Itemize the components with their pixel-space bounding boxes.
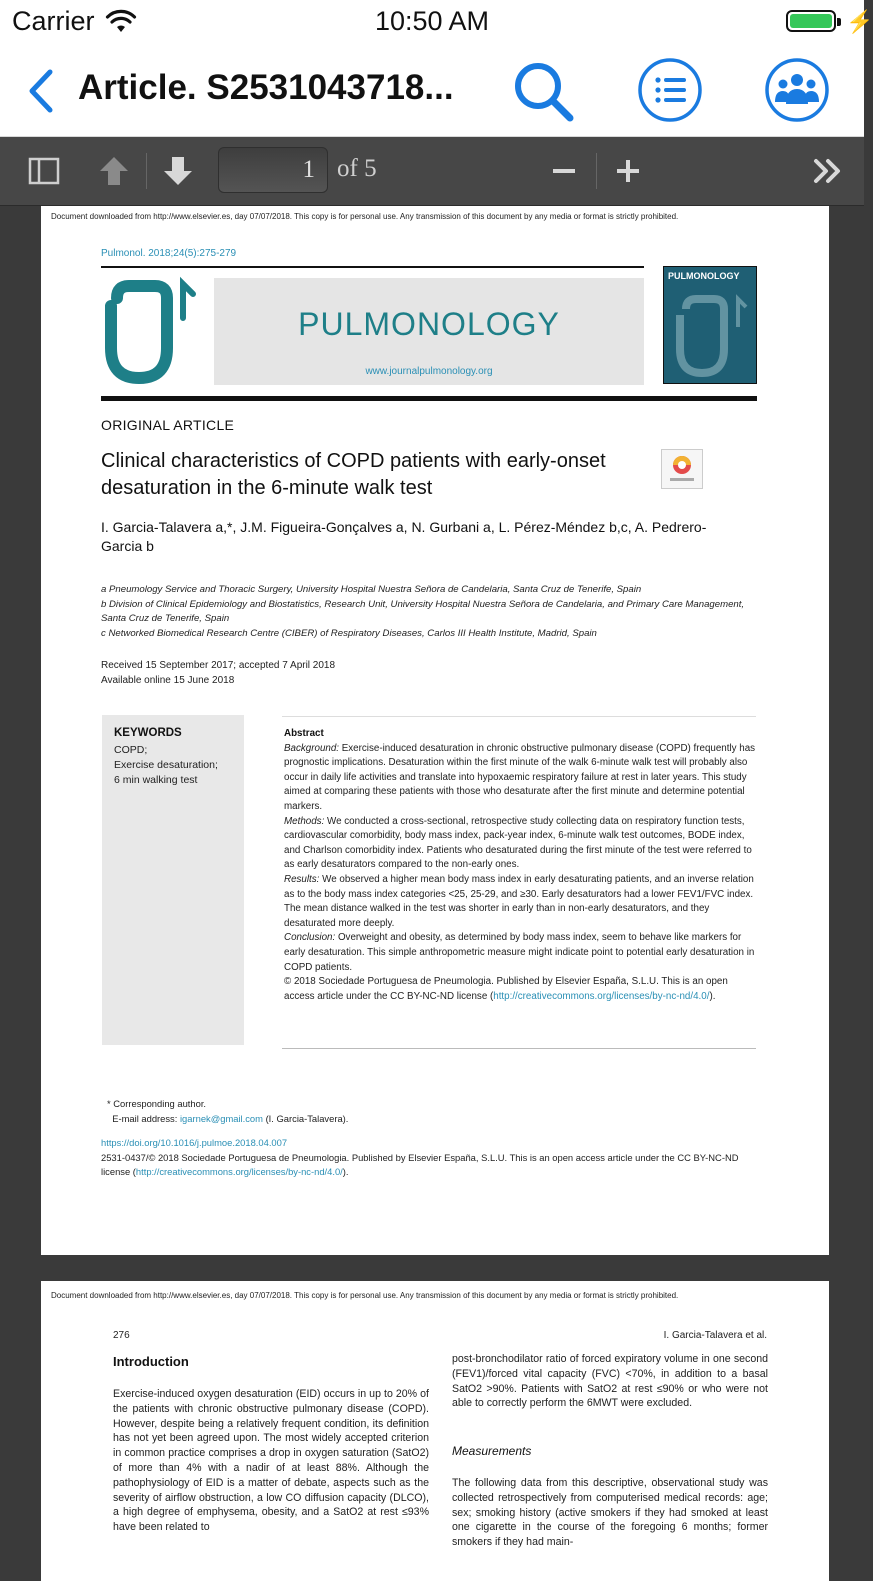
pdf-toolbar — [0, 137, 864, 206]
introduction-text: Exercise-induced oxygen desaturation (EID) occurs in up to 20% of the patients with chronic obstructive pulmonary disease (COPD). However, despite being a relatively frequent condition, its definition has not yet been agreed upon. The most widely accepted criterion in common practice comprises a drop in oxygen saturation (SatO2) of more than 4% with a nadir of at least 88%. Although the pathophysiology of EID is a matter of debate, aspects such as the severity of airflow obstruction, a low CO diffusion capacity (DLCO), a high degree of emphysema, obesity, and a SatO2 at rest ≤93% have been related to — [113, 1388, 429, 1534]
pdf-page-2 — [41, 1281, 829, 1581]
abstract-conclusion — [284, 931, 758, 975]
cover-logo-icon — [674, 293, 752, 379]
measurements-text: The following data from this descriptive, observational study was collected retrospectively from computerised medical records: age; sex; smoking history (active smokers if they had smoked at least one cigarette in the course of the foregoing 6 months; former smokers if they had main- — [452, 1477, 768, 1549]
running-head: I. Garcia-Talavera et al. — [663, 1330, 767, 1341]
page-number: 276 — [113, 1330, 130, 1341]
doi-block: https://doi.org/10.1016/j.pulmoe.2018.04.007 2531-0437/© 2018 Sociedade Portuguesa de Pneumologia. Published by Elsevier España, S.L.U. This is an open access article under the CC BY-NC-ND license (http://creativecommons.org/licenses/by-nc-nd/4.0/). — [101, 1136, 761, 1180]
zoom-in-icon[interactable] — [608, 151, 648, 191]
article-dates — [101, 658, 501, 688]
affiliation-c: c Networked Biomedical Research Centre (CIBER) of Respiratory Diseases, Carlos III Health Institute, Madrid, Spain — [101, 627, 597, 639]
download-notice: Document downloaded from http://www.elsevier.es, day 07/07/2018. This copy is for personal use. Any transmission of this document by any media or format is strictly prohibited. — [51, 1291, 679, 1300]
list-icon[interactable] — [636, 56, 704, 124]
abstract-methods-text: We conducted a cross-sectional, retrospective study collecting data on respiratory function tests, cardiovascular comorbidity, body mass index, pack-year index, 6-minute walk test outcomes, BODE index, and Charlson comorbidity index. Patients who desaturated during the first minute of the test were referred to as early desaturators compared to the non-early ones. — [284, 815, 752, 871]
abstract-copyright: © 2018 Sociedade Portuguesa de Pneumologia. Published by Elsevier España, S.L.U. This is an open access article under the CC BY-NC-ND license (http://creativecommons.org/licenses/by-nc-nd/4.0/). — [284, 976, 728, 1002]
page-number-input[interactable]: 1 — [218, 147, 328, 193]
journal-name: PULMONOLOGY — [298, 306, 560, 342]
issn-text: 2531-0437/© 2018 Sociedade Portuguesa de Pneumologia. Published by Elsevier España, S.L.U. This is an open access article under the CC BY-NC-ND license ( — [101, 1151, 739, 1177]
abstract-results — [284, 873, 758, 931]
abstract-conclusion-label: Conclusion: — [284, 932, 336, 944]
license-link[interactable]: http://creativecommons.org/licenses/by-nc-nd/4.0/ — [493, 990, 710, 1002]
abstract — [284, 727, 758, 1004]
corresponding-label: * Corresponding author. — [107, 1098, 207, 1109]
document-title: Article. S2531043718... — [78, 68, 454, 107]
available-date: Available online 15 June 2018 — [101, 675, 235, 686]
abstract-background-text: Exercise-induced desaturation in chronic obstructive pulmonary disease (COPD) frequently has prognostic implications. Desaturation within the first minute of the walk 6-minute walk test will probably also occur in daily life activities and translate into hypoxaemic respiratory failure at rest in later years. This study aimed at comparing these patients with those who desaturate after the first minute and determine potential markers. — [284, 742, 756, 812]
carrier-label: Carrier — [12, 6, 95, 36]
check-for-updates-icon[interactable] — [661, 449, 703, 489]
navigation-bar — [0, 46, 864, 137]
abstract-background-label: Background: — [284, 742, 340, 754]
sidebar-icon[interactable] — [24, 151, 64, 191]
journal-banner — [214, 278, 644, 385]
affiliation-a: a Pneumology Service and Thoracic Surgery, University Hospital Nuestra Señora de Candelaria, Santa Cruz de Tenerife, Spain — [101, 584, 642, 595]
cover-title: PULMONOLOGY — [668, 271, 740, 281]
page-down-icon[interactable] — [158, 151, 198, 191]
clock: 10:50 AM — [374, 6, 490, 36]
affiliation-b: b Division of Clinical Epidemiology and Biostatistics, Research Unit, University Hospital Nuestra Señora de Candelaria, and Primary Care Management, Santa Cruz de Tenerife, Spain — [101, 598, 745, 624]
charging-icon: ⚡ — [846, 9, 873, 34]
email-owner: (I. Garcia-Talavera). — [265, 1112, 349, 1124]
group-icon[interactable] — [763, 56, 831, 124]
abstract-results-label: Results: — [284, 873, 320, 885]
section-heading-introduction: Introduction — [113, 1354, 189, 1369]
page-count-label: of 5 — [337, 155, 377, 182]
status-bar — [0, 0, 873, 46]
abstract-title: Abstract — [284, 728, 324, 739]
abstract-methods — [284, 815, 758, 873]
corresponding-author-note — [107, 1097, 707, 1126]
article-type: ORIGINAL ARTICLE — [101, 417, 235, 433]
received-date: Received 15 September 2017; accepted 7 April 2018 — [101, 660, 336, 671]
battery-icon — [786, 10, 836, 32]
search-icon[interactable] — [508, 56, 576, 124]
section-heading-measurements: Measurements — [452, 1444, 532, 1458]
keyword-item: Exercise desaturation; — [114, 759, 218, 771]
keywords-title: KEYWORDS — [114, 727, 182, 739]
abstract-conclusion-text: Overweight and obesity, as determined by body mass index, seem to behave like markers for early desaturation. This simple anthropometric measure might indicate point to potential early desaturation in COPD patients. — [284, 932, 755, 973]
zoom-out-icon[interactable] — [544, 151, 584, 191]
issn-license-link[interactable]: http://creativecommons.org/licenses/by-nc-nd/4.0/ — [135, 1166, 343, 1177]
abstract-background — [284, 742, 758, 815]
abstract-methods-label: Methods: — [284, 815, 325, 827]
back-chevron-icon[interactable] — [22, 66, 62, 116]
column2-text: post-bronchodilator ratio of forced expiratory volume in one second (FEV1)/forced vital capacity (FVC) <70%, in addition to a basal SatO2 >90%. Patients with SatO2 at rest ≤90% or who were not able to correctly perform the 6MWT were excluded. — [452, 1353, 768, 1410]
article-title: Clinical characteristics of COPD patients with early-onset desaturation in the 6-minute walk test — [101, 450, 606, 499]
journal-logo-icon — [103, 278, 197, 386]
email-link[interactable]: igarnek@gmail.com — [179, 1112, 263, 1124]
doi-link[interactable]: https://doi.org/10.1016/j.pulmoe.2018.04.007 — [101, 1137, 288, 1148]
page-up-icon[interactable] — [94, 151, 134, 191]
author-list: I. Garcia-Talavera a,*, J.M. Figueira-Gonçalves a, N. Gurbani a, L. Pérez-Méndez b,c, A. Pedrero-Garcia b — [101, 519, 707, 554]
pdf-viewer[interactable] — [0, 206, 864, 1557]
journal-cover — [663, 266, 757, 384]
affiliations — [101, 583, 761, 641]
more-tools-icon[interactable] — [808, 151, 848, 191]
keyword-item: COPD; — [114, 744, 148, 756]
journal-url[interactable]: www.journalpulmonology.org — [365, 366, 493, 377]
journal-citation: Pulmonol. 2018;24(5):275-279 — [101, 248, 237, 259]
keywords-list — [114, 743, 234, 788]
abstract-results-text: We observed a higher mean body mass index in early desaturating patients, and an inverse relation as to the body mass index categories <25, 25-29, and ≥30. Early desaturators had a lower FEV1/FVC index. The mean distance walked in the test was shorter in early than in non-early desaturators, and they desaturated more deeply. — [284, 873, 754, 929]
keywords-box — [102, 715, 244, 1045]
email-label: E-mail address: — [112, 1112, 178, 1124]
pdf-page-1 — [41, 206, 829, 1255]
download-notice: Document downloaded from http://www.elsevier.es, day 07/07/2018. This copy is for personal use. Any transmission of this document by any media or format is strictly prohibited. — [51, 212, 679, 221]
keyword-item: 6 min walking test — [114, 774, 198, 786]
